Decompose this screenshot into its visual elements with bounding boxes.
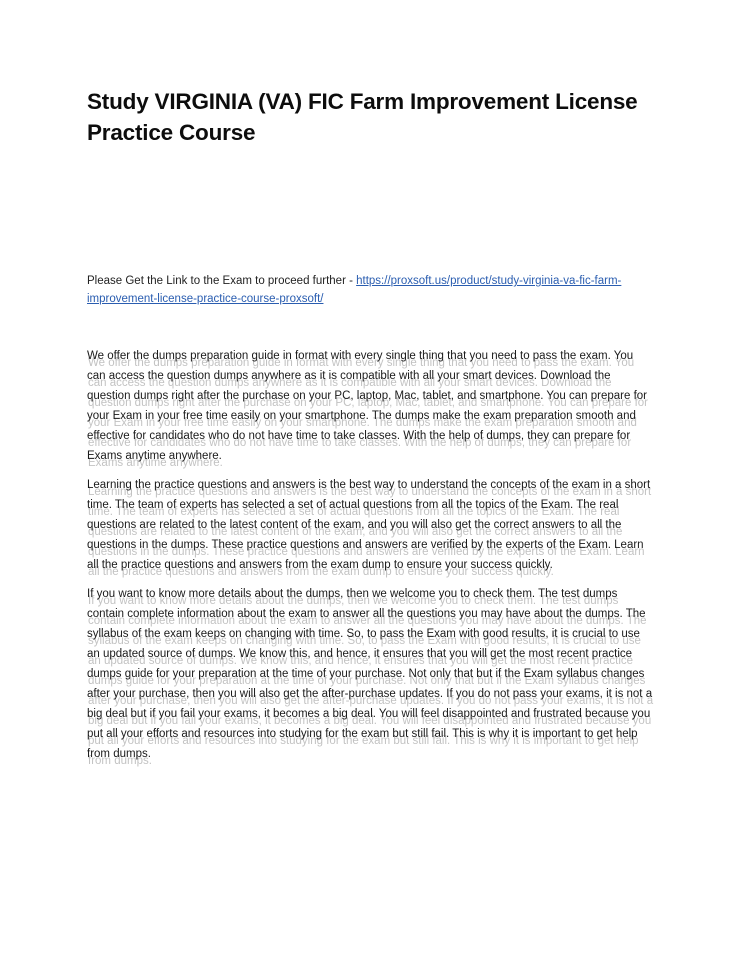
body-paragraph-1: We offer the dumps preparation guide in format with every single thing that you need to pass the exam. You can access the question dumps anywhere as it is compatible with all your smart devices. Download the question dumps right after the purchase on your PC, laptop, Mac, tablet, and smartphone. You can prepare for your Exam in your free time easily on your smartphone. The dumps make the exam preparation smooth and effective for candidates who do not have time to take classes. With the help of dumps, they can prepare for Exams anytime anywhere. (87, 350, 648, 462)
link-intro-text: Please Get the Link to the Exam to proceed further - (87, 275, 357, 287)
body-paragraph-2: Learning the practice questions and answers is the best way to understand the concepts of the exam in a short time. The team of experts has selected a set of actual questions from all the topics of the Exam. The real questions are related to the latest content of the exam, and you will also get the correct answers to all the questions in the dumps. These practice questions and answers are verified by the experts of the Exam. Learn all the practice questions and answers from the exam dump to ensure your success quickly. (87, 479, 651, 571)
page-title: Study VIRGINIA (VA) FIC Farm Improvement License Practice Course (87, 89, 638, 145)
body-paragraph-3: If you want to know more details about the dumps, then we welcome you to check them. The test dumps contain complete information about the exam to answer all the questions you may have about the dumps. The syllabus of the exam keeps on changing with time. So, to pass the Exam with good results, it is crucial to use an updated source of dumps. We know this, and hence, it ensures that you will get the most recent practice dumps guide for your preparation at the time of your purchase. Not only that but if the Exam syllabus changes after your purchase, then you will also get the after-purchase updates. If you do not pass your exams, it is not a big deal but if you fail your exams, it becomes a big deal. You will feel disappointed and frustrated because you put all your efforts and resources into studying for the exam but still fail. This is why it is important to get help from dumps. (87, 588, 653, 760)
body-text (87, 346, 653, 773)
exam-link[interactable]: https://proxsoft.us/product/study-virginia-va-fic-farm-improvement-license-practice-course-proxsoft/ (87, 275, 622, 305)
link-paragraph (87, 272, 653, 308)
